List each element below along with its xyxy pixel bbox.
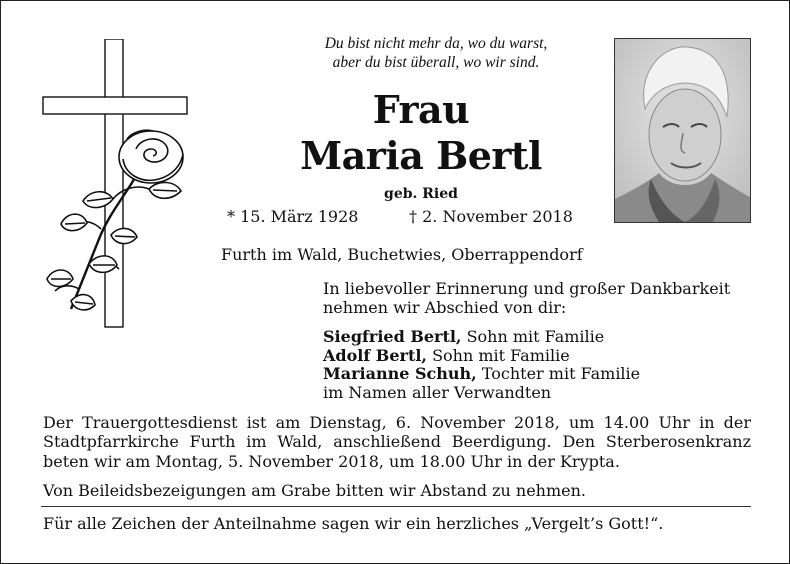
- deceased-name: Maria Bertl: [300, 133, 542, 178]
- intro-line: In liebevoller Erinnerung und großer Dankbarkeit: [323, 279, 731, 298]
- cross-with-rose-icon: [41, 39, 191, 329]
- funeral-service-text: [43, 413, 751, 451]
- condolence-note: Von Beileidsbezeigungen am Grabe bitten wir Abstand zu nehmen.: [43, 481, 587, 500]
- mourner-relation: Sohn mit Familie: [461, 327, 605, 346]
- service-line: Stadtpfarrkirche Furth im Wald, anschließend Beerdigung. Den Sterberosenkranz: [43, 432, 751, 451]
- mourner-name: Marianne Schuh,: [323, 364, 477, 383]
- locations: Furth im Wald, Buchetwies, Oberrappendorf: [221, 245, 583, 264]
- maiden-name: geb. Ried: [384, 186, 458, 202]
- relatives-line: im Namen aller Verwandten: [323, 382, 552, 402]
- quote-line: aber du bist überall, wo wir sind.: [332, 54, 540, 71]
- mourner-name: Siegfried Bertl,: [323, 327, 462, 346]
- mourner-item: [323, 347, 753, 366]
- mourner-item: [323, 328, 753, 347]
- service-line: Der Trauergottesdienst ist am Dienstag, 6. November 2018, um 14.00 Uhr in der: [43, 413, 751, 432]
- mourner-relation: Tochter mit Familie: [476, 364, 641, 383]
- quote-line: Du bist nicht mehr da, wo du warst,: [324, 35, 548, 52]
- mourner-relation: Sohn mit Familie: [426, 345, 570, 365]
- death-date: † 2. November 2018: [409, 207, 573, 226]
- thanks-note: Für alle Zeichen der Anteilnahme sagen wir ein herzliches „Vergelt’s Gott!“.: [43, 514, 664, 533]
- divider: [41, 506, 751, 507]
- farewell-intro: [323, 279, 753, 317]
- name-prefix: Frau: [372, 87, 470, 132]
- portrait-image: [615, 39, 750, 222]
- mourner-name: Adolf Bertl,: [323, 345, 427, 365]
- intro-line: nehmen wir Abschied von dir:: [323, 298, 567, 317]
- birth-date: * 15. März 1928: [227, 207, 359, 226]
- service-line: beten wir am Montag, 5. November 2018, um 18.00 Uhr in der Krypta.: [43, 452, 620, 471]
- mourner-item: [323, 365, 753, 384]
- mourners-list: [323, 328, 753, 402]
- portrait-photo: [614, 38, 751, 223]
- epitaph-quote: [281, 34, 591, 72]
